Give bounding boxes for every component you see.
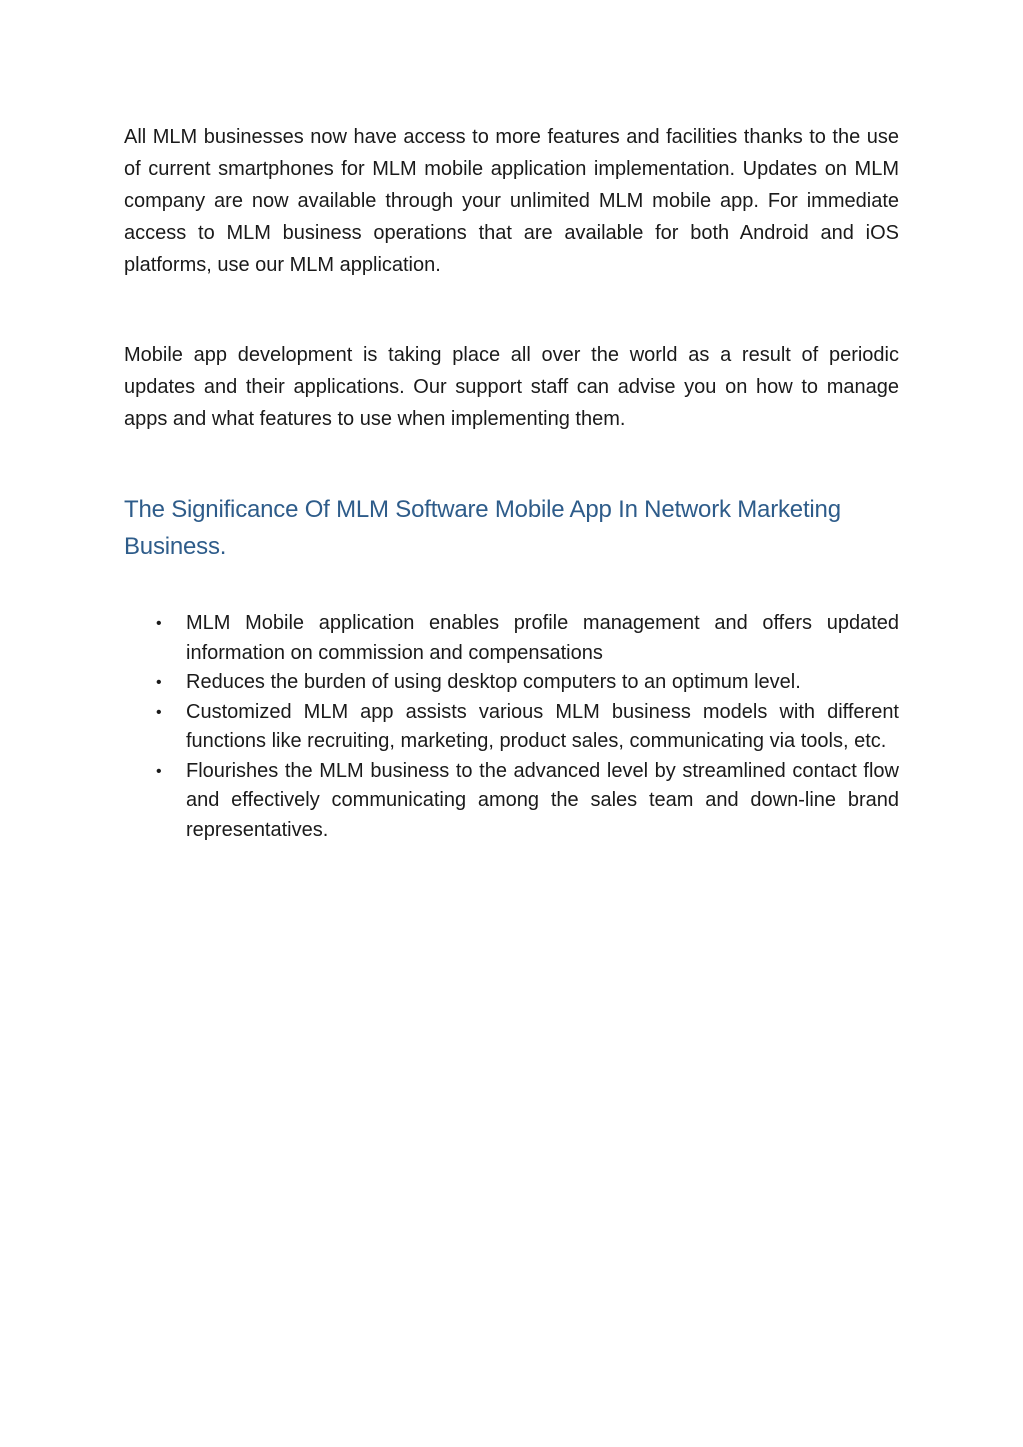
section-heading: The Significance Of MLM Software Mobile App In Network Marketing Business. [124,496,841,560]
benefits-list [124,609,899,845]
development-paragraph: Mobile app development is taking place all over the world as a result of periodic updates and their applications. Our support staff can advise you on how to manage apps and what features to use when implementing them. [124,344,899,430]
list-item [124,698,899,757]
list-item-text: MLM Mobile application enables profile management and offers updated information on commission and compensations [186,612,899,664]
list-item [124,757,899,846]
list-item-text: Reduces the burden of using desktop computers to an optimum level. [186,671,801,693]
intro-paragraph: All MLM businesses now have access to more features and facilities thanks to the use of current smartphones for MLM mobile application implementation. Updates on MLM company are now available through your unlimited MLM mobile app. For immediate access to MLM business operations that are available for both Android and iOS platforms, use our MLM application. [124,126,899,276]
list-item-text: Customized MLM app assists various MLM business models with different functions like recruiting, marketing, product sales, communicating via tools, etc. [186,700,899,752]
bullet-icon: • [156,703,162,721]
list-item-text: Flourishes the MLM business to the advanced level by streamlined contact flow and effectively communicating among the sales team and down-line brand representatives. [186,759,899,841]
bullet-icon: • [156,615,162,632]
bullet-icon: • [156,762,162,780]
list-item [124,609,899,668]
list-item [124,668,899,698]
document-page [124,121,899,845]
bullet-icon: • [156,674,162,691]
